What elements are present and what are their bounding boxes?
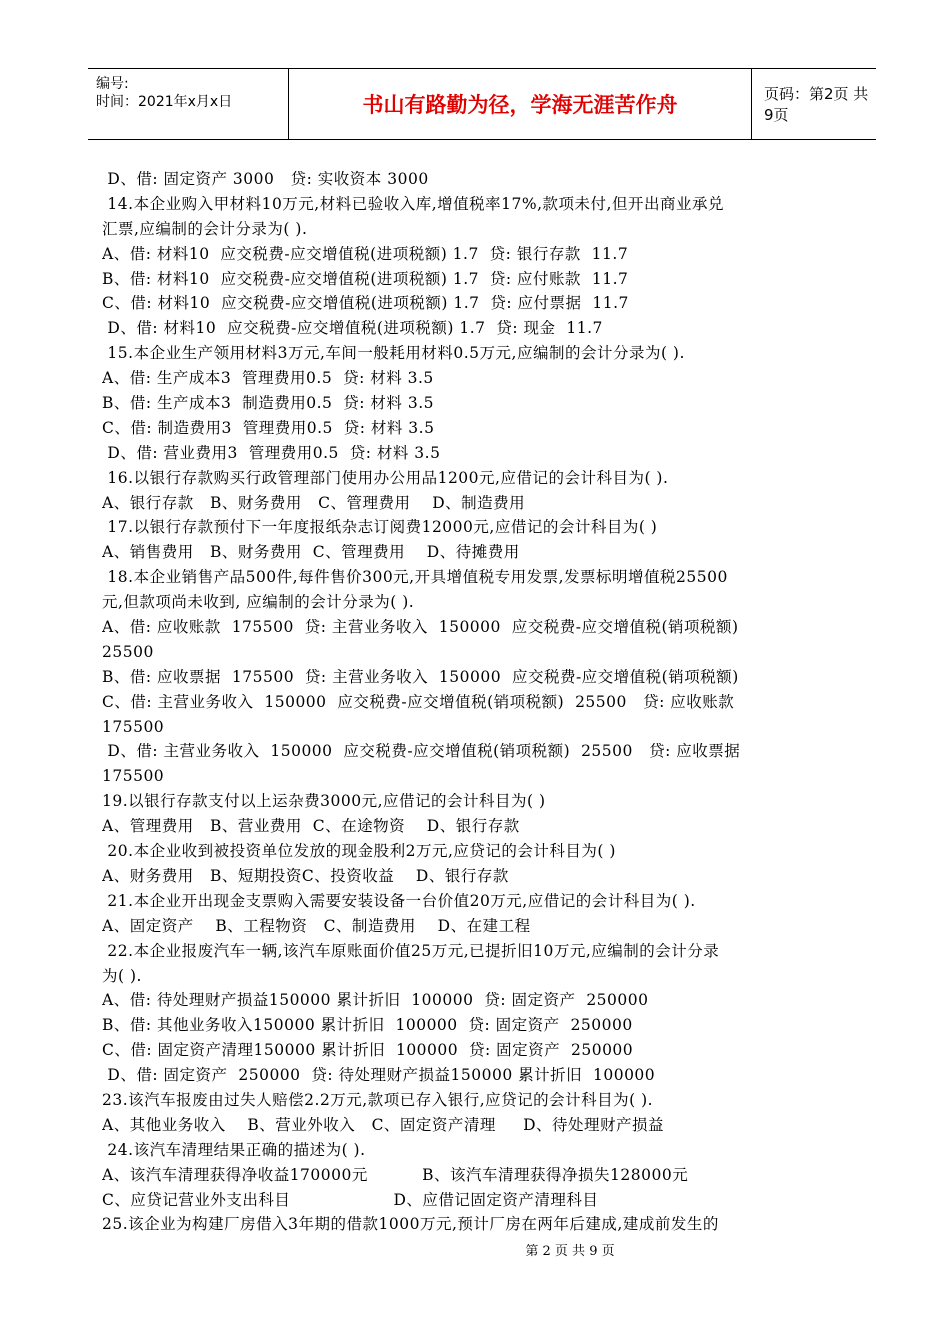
text-line: A、该汽车清理获得净收益170000元 B、该汽车清理获得净损失128000元	[102, 1165, 689, 1184]
document-body	[102, 167, 864, 1237]
page-header	[88, 68, 876, 140]
text-line: B、借: 材料10 应交税费-应交增值税(进项税额) 1.7 贷: 应付账款 11.7	[102, 269, 629, 288]
text-line: D、借: 固定资产 3000 贷: 实收资本 3000	[102, 170, 429, 188]
text-line: C、借: 主营业务收入 150000 应交税费-应交增值税(销项税额) 25500 贷: 应收账款	[102, 692, 735, 711]
text-line: B、借: 其他业务收入150000 累计折旧 100000 贷: 固定资产 250000	[102, 1016, 633, 1035]
text-line: A、销售费用 B、财务费用 C、管理费用 D、待摊费用	[102, 543, 520, 562]
page-footer: 第 2 页 共 9 页	[525, 1244, 615, 1259]
text-line: 25500	[102, 642, 154, 661]
header-left	[96, 75, 232, 111]
text-line: 元,但款项尚未收到, 应编制的会计分录为( ).	[102, 593, 415, 612]
text-line: D、借: 营业费用3 管理费用0.5 贷: 材料 3.5	[102, 443, 441, 462]
text-line: A、固定资产 B、工程物资 C、制造费用 D、在建工程	[102, 916, 531, 935]
header-page-info: 页码：第2页 共9页	[764, 85, 869, 124]
text-line: 14.本企业购入甲材料10万元,材料已验收入库,增值税率17%,款项未付,但开出商业承兑	[102, 194, 724, 213]
text-line: D、借: 材料10 应交税费-应交增值税(进项税额) 1.7 贷: 现金 11.7	[102, 319, 603, 338]
text-line: 15.本企业生产领用材料3万元,车间一般耗用材料0.5万元,应编制的会计分录为( ).	[102, 344, 685, 363]
text-line: 汇票,应编制的会计分录为( ).	[102, 219, 308, 238]
text-line: A、管理费用 B、营业费用 C、在途物资 D、银行存款	[102, 817, 520, 836]
text-line: A、其他业务收入 B、营业外收入 C、固定资产清理 D、待处理财产损益	[102, 1115, 664, 1134]
time-label: 时间：2021年x月x日	[96, 94, 233, 110]
text-line: 175500	[102, 767, 165, 786]
serial-label: 编号:	[96, 76, 129, 92]
text-line: C、应贷记营业外支出科目 D、应借记固定资产清理科目	[102, 1190, 599, 1209]
text-line: 23.该汽车报废由过失人赔偿2.2万元,款项已存入银行,应贷记的会计科目为( ).	[102, 1090, 654, 1109]
text-line: 17.以银行存款预付下一年度报纸杂志订阅费12000元,应借记的会计科目为( )	[102, 518, 658, 537]
text-line: C、借: 材料10 应交税费-应交增值税(进项税额) 1.7 贷: 应付票据 11.7	[102, 294, 629, 313]
text-line: 19.以银行存款支付以上运杂费3000元,应借记的会计科目为( )	[102, 792, 546, 811]
text-line: C、借: 制造费用3 管理费用0.5 贷: 材料 3.5	[102, 418, 435, 437]
text-line: C、借: 固定资产清理150000 累计折旧 100000 贷: 固定资产 250000	[102, 1041, 634, 1060]
text-line: A、银行存款 B、财务费用 C、管理费用 D、制造费用	[102, 493, 526, 512]
text-line: D、借: 主营业务收入 150000 应交税费-应交增值税(销项税额) 25500 贷: 应收票据	[102, 742, 741, 761]
text-line: A、借: 材料10 应交税费-应交增值税(进项税额) 1.7 贷: 银行存款 11.7	[102, 244, 629, 263]
text-line: B、借: 应收票据 175500 贷: 主营业务收入 150000 应交税费-应交增值税(销项税额)	[102, 667, 739, 686]
text-line: D、借: 固定资产 250000 贷: 待处理财产损益150000 累计折旧 100000	[102, 1066, 656, 1085]
header-motto: 书山有路勤为径，学海无涯苦作舟	[288, 69, 752, 139]
text-line: 24.该汽车清理结果正确的描述为( ).	[102, 1140, 366, 1159]
text-line: A、借: 应收账款 175500 贷: 主营业务收入 150000 应交税费-应交增值税(销项税额)	[102, 618, 739, 637]
text-line: 21.本企业开出现金支票购入需要安装设备一台价值20万元,应借记的会计科目为( ).	[102, 891, 696, 910]
text-line: 175500	[102, 717, 165, 736]
text-line: A、财务费用 B、短期投资C、投资收益 D、银行存款	[102, 866, 509, 885]
text-line: 16.以银行存款购买行政管理部门使用办公用品1200元,应借记的会计科目为( ).	[102, 468, 669, 487]
text-line: 18.本企业销售产品500件,每件售价300元,开具增值税专用发票,发票标明增值税25500	[102, 568, 728, 587]
text-line: 25.该企业为构建厂房借入3年期的借款1000万元,预计厂房在两年后建成,建成前发生的	[102, 1215, 719, 1234]
text-line: 22.本企业报废汽车一辆,该汽车原账面价值25万元,已提折旧10万元,应编制的会计分录	[102, 941, 720, 960]
text-line: 20.本企业收到被投资单位发放的现金股利2万元,应贷记的会计科目为( )	[102, 842, 616, 861]
text-line: 为( ).	[102, 966, 142, 985]
text-line: A、借: 待处理财产损益150000 累计折旧 100000 贷: 固定资产 250000	[102, 991, 649, 1010]
text-line: B、借: 生产成本3 制造费用0.5 贷: 材料 3.5	[102, 394, 434, 413]
text-line: A、借: 生产成本3 管理费用0.5 贷: 材料 3.5	[102, 369, 434, 388]
